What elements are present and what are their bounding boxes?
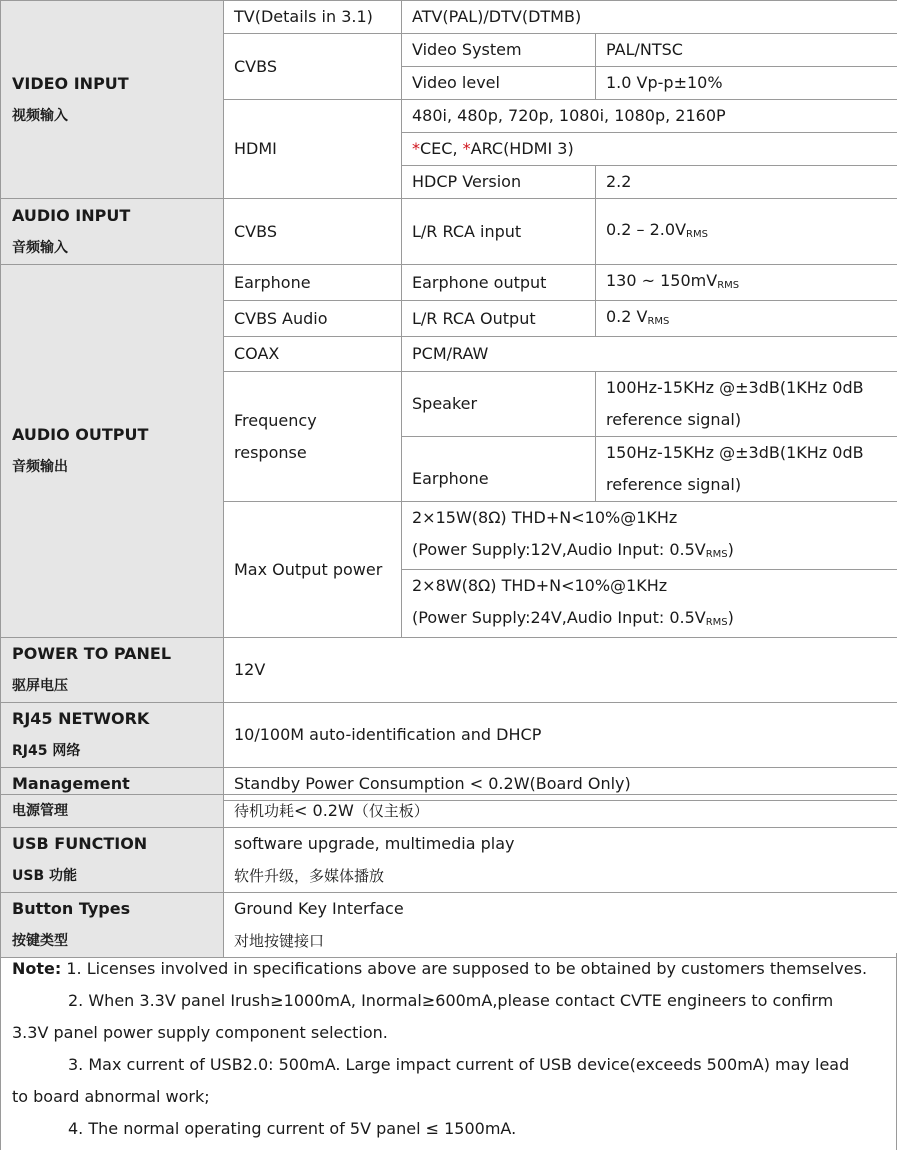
usb-category: USB FUNCTION USB 功能 xyxy=(1,828,224,893)
video-level-label: Video level xyxy=(402,67,596,100)
hdcp-label: HDCP Version xyxy=(402,166,596,199)
management-cn-category: 电源管理 xyxy=(1,795,224,828)
note-3b: to board abnormal work; xyxy=(12,1087,210,1106)
note-3a: 3. Max current of USB2.0: 500mA. Large impact current of USB device(exceeds 500mA) may lead xyxy=(68,1055,850,1074)
video-level-value: 1.0 Vp-p±10% xyxy=(596,67,897,100)
note-2b: 3.3V panel power supply component selection. xyxy=(12,1023,388,1042)
power-24v: 2×8W(8Ω) THD+N<10%@1KHz (Power Supply:24V,Audio Input: 0.5VRMS) xyxy=(402,570,897,638)
video-system-label: Video System xyxy=(402,34,596,67)
note-4: 4. The normal operating current of 5V panel ≤ 1500mA. xyxy=(68,1119,517,1138)
earphone-param: Earphone output xyxy=(402,265,596,301)
freq-earphone-label: Earphone xyxy=(402,437,596,502)
cvbs-audio-name: CVBS Audio xyxy=(224,301,402,337)
coax-value: PCM/RAW xyxy=(402,337,897,372)
earphone-name: Earphone xyxy=(224,265,402,301)
usb-value: software upgrade, multimedia play 软件升级，多媒体播放 xyxy=(224,828,897,893)
hdmi-resolutions: 480i, 480p, 720p, 1080i, 1080p, 2160P xyxy=(402,100,897,133)
power-12v: 2×15W(8Ω) THD+N<10%@1KHz (Power Supply:12V,Audio Input: 0.5VRMS) xyxy=(402,502,897,570)
freq-earphone-value: 150Hz-15KHz @±3dB(1KHz 0dB reference signal) xyxy=(596,437,897,502)
button-types-category: Button Types 按键类型 xyxy=(1,893,224,958)
cvbs-name: CVBS xyxy=(224,34,402,100)
management-value: Standby Power Consumption < 0.2W(Board Only) xyxy=(224,768,897,801)
power-panel-category: POWER TO PANEL 驱屏电压 xyxy=(1,638,224,703)
video-input-category: VIDEO INPUT 视频输入 xyxy=(1,1,224,199)
tv-value: ATV(PAL)/DTV(DTMB) xyxy=(402,1,897,34)
management-cn-value: 待机功耗< 0.2W（仅主板） xyxy=(224,795,897,828)
button-types-value: Ground Key Interface 对地按键接口 xyxy=(224,893,897,958)
cvbs-audio-param: L/R RCA Output xyxy=(402,301,596,337)
audio-input-value: 0.2 – 2.0VRMS xyxy=(596,199,897,265)
video-system-value: PAL/NTSC xyxy=(596,34,897,67)
power-panel-value: 12V xyxy=(224,638,897,703)
management-category: Management xyxy=(1,768,224,801)
note-1: Note: 1. Licenses involved in specifications above are supposed to be obtained by customers themselves. xyxy=(12,959,868,978)
audio-input-name: CVBS xyxy=(224,199,402,265)
earphone-value: 130 ~ 150mVRMS xyxy=(596,265,897,301)
audio-input-param: L/R RCA input xyxy=(402,199,596,265)
tv-name: TV(Details in 3.1) xyxy=(224,1,402,34)
speaker-label: Speaker xyxy=(402,372,596,437)
freq-name: Frequency response xyxy=(224,372,402,502)
max-power-name: Max Output power xyxy=(224,502,402,638)
spec-table-continued xyxy=(0,794,897,958)
audio-output-category: AUDIO OUTPUT 音频输出 xyxy=(1,265,224,638)
rj45-category: RJ45 NETWORK RJ45 网络 xyxy=(1,703,224,768)
hdmi-cec-arc: *CEC, *ARC(HDMI 3) xyxy=(402,133,897,166)
rj45-value: 10/100M auto-identification and DHCP xyxy=(224,703,897,768)
hdcp-value: 2.2 xyxy=(596,166,897,199)
coax-name: COAX xyxy=(224,337,402,372)
notes-section xyxy=(0,953,897,1150)
audio-input-category: AUDIO INPUT 音频输入 xyxy=(1,199,224,265)
speaker-value: 100Hz-15KHz @±3dB(1KHz 0dB reference signal) xyxy=(596,372,897,437)
cvbs-audio-value: 0.2 VRMS xyxy=(596,301,897,337)
note-2a: 2. When 3.3V panel Irush≥1000mA, Inormal≥600mA,please contact CVTE engineers to confirm xyxy=(68,991,834,1010)
hdmi-name: HDMI xyxy=(224,100,402,199)
